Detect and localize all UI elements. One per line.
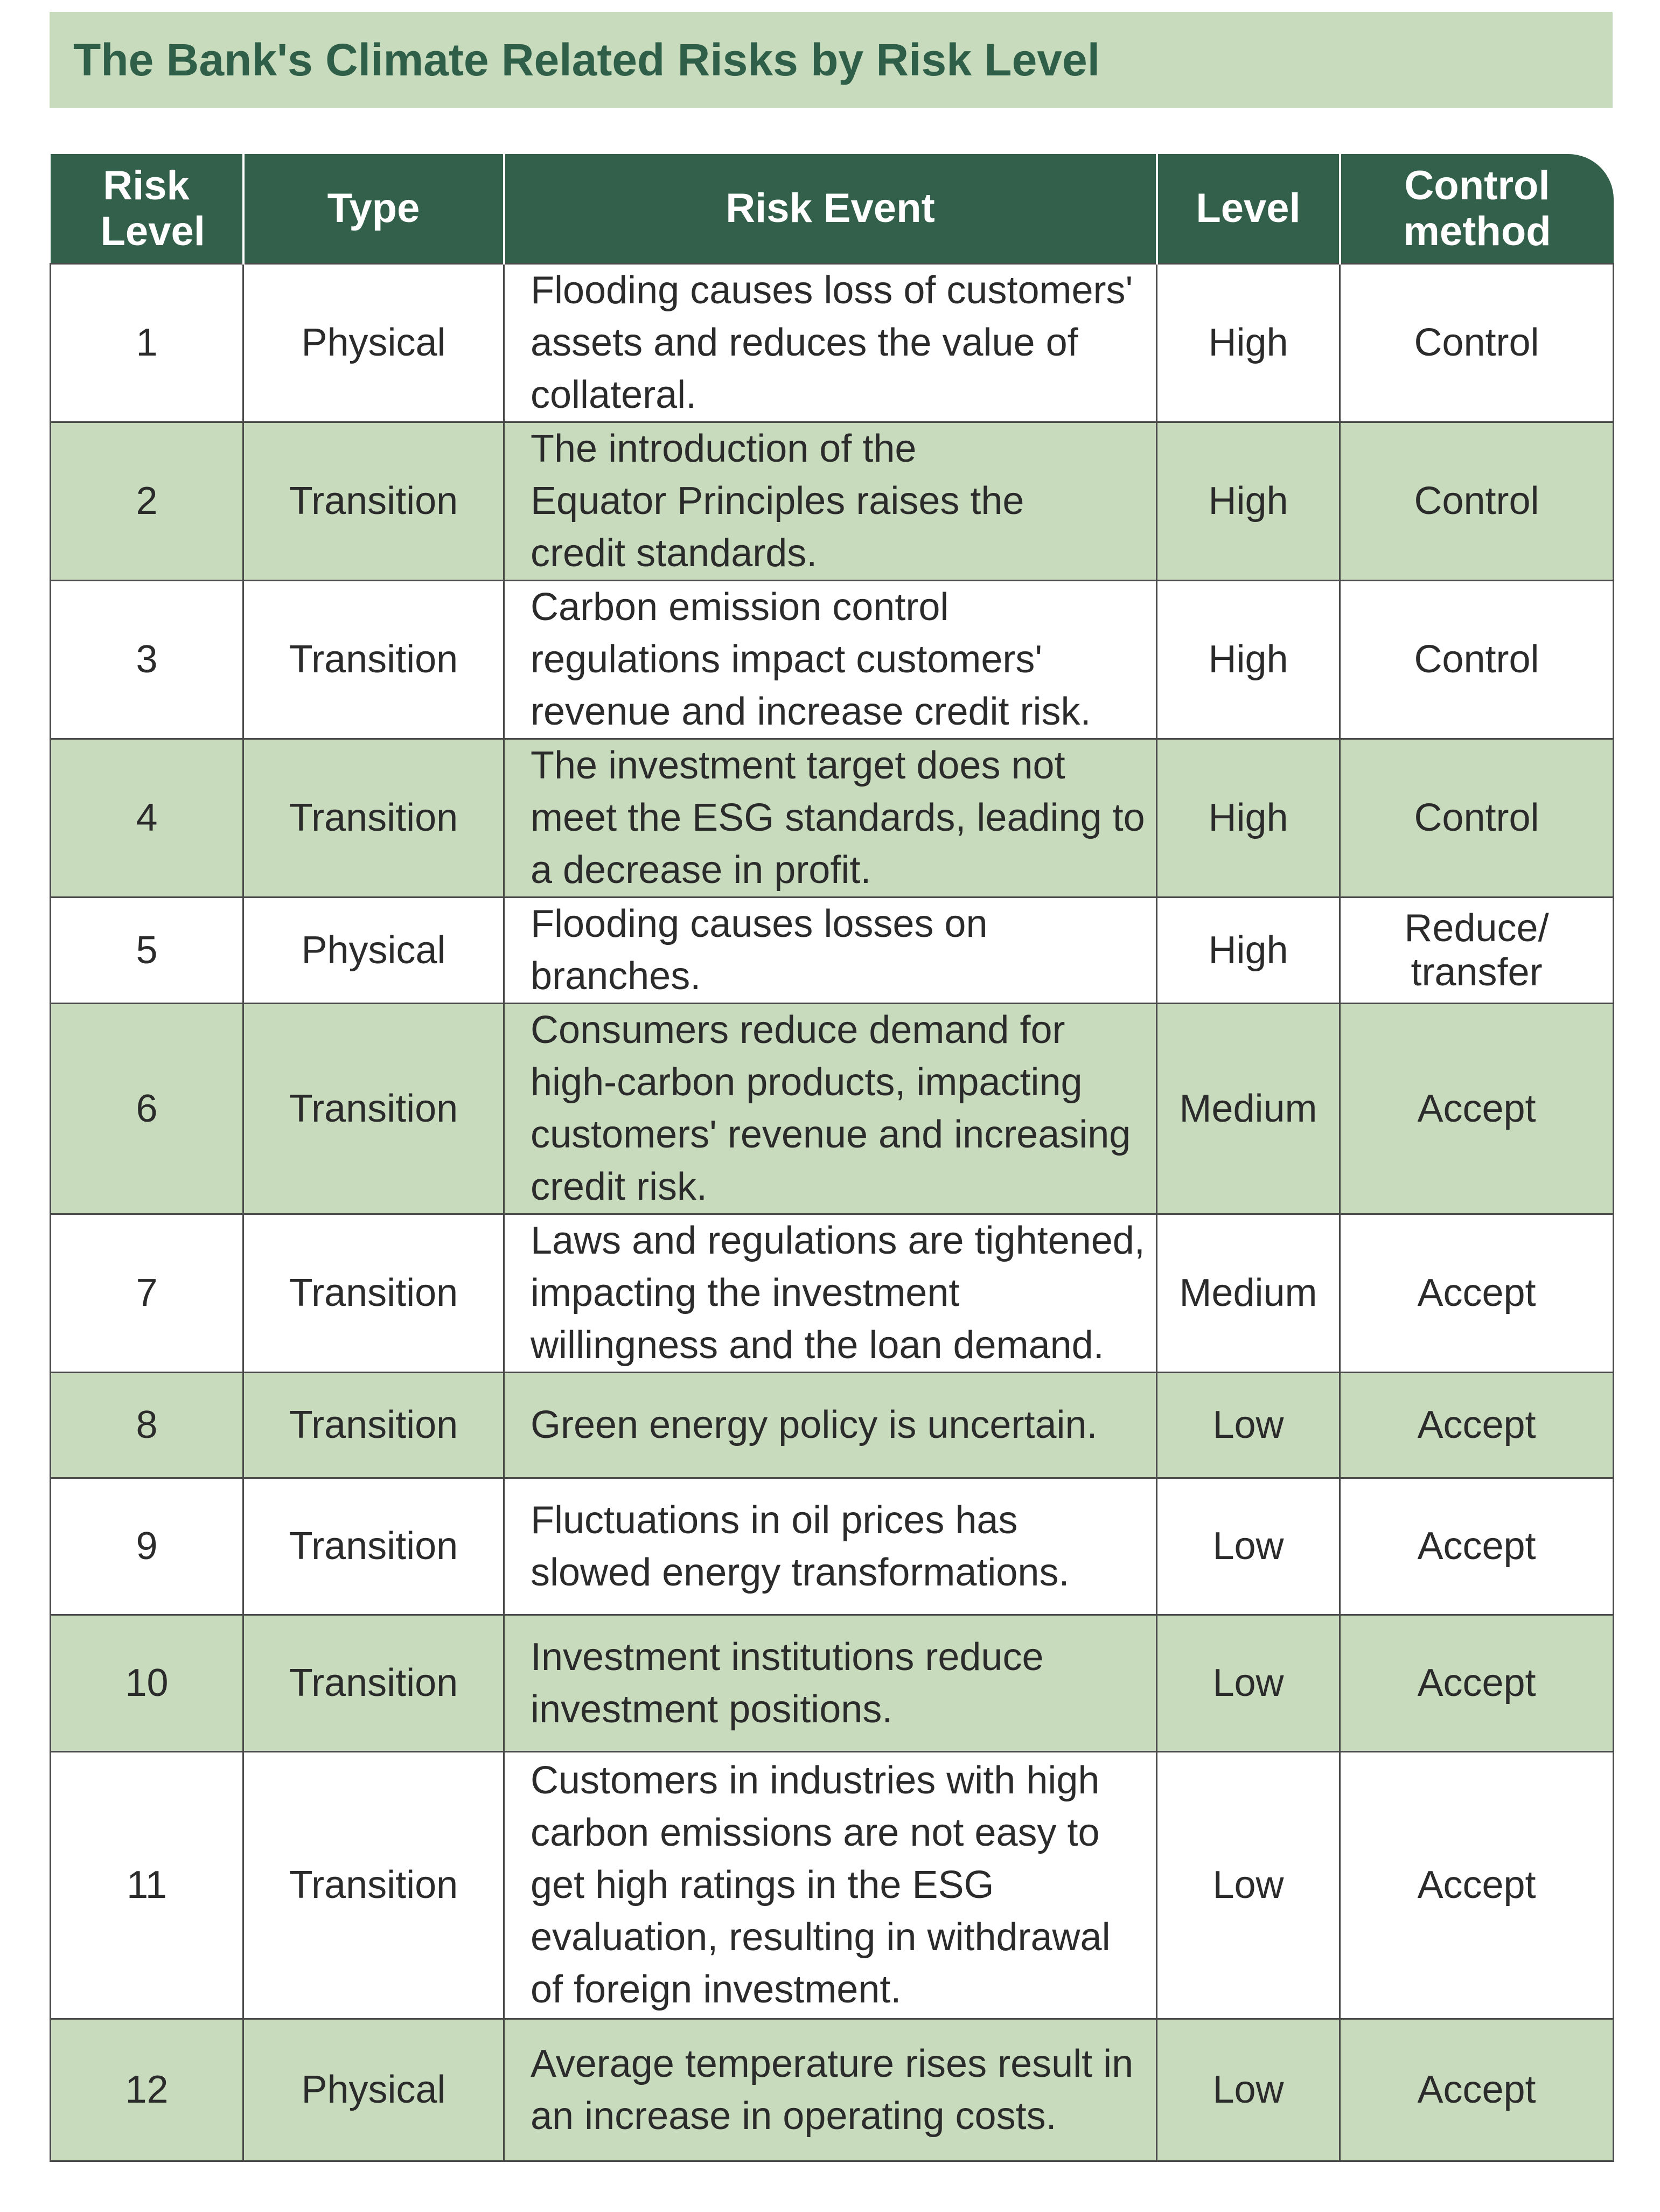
cell-risk-level: 5 bbox=[51, 898, 243, 1004]
cell-risk-event: Flooding causes loss of customers' assets and reduces the value of collateral. bbox=[504, 264, 1157, 422]
header-level: Level bbox=[1157, 154, 1340, 264]
cell-risk-event: Fluctuations in oil prices has slowed energy transformations. bbox=[504, 1478, 1157, 1615]
cell-control-method: Accept bbox=[1340, 1615, 1614, 1752]
cell-risk-level: 12 bbox=[51, 2019, 243, 2161]
cell-risk-level: 9 bbox=[51, 1478, 243, 1615]
cell-level: High bbox=[1157, 581, 1340, 739]
cell-risk-event: Average temperature rises result in an increase in operating costs. bbox=[504, 2019, 1157, 2161]
table-row bbox=[51, 898, 1614, 1004]
cell-risk-event: Investment institutions reduce investment positions. bbox=[504, 1615, 1157, 1752]
cell-type: Transition bbox=[243, 1004, 504, 1214]
cell-level: High bbox=[1157, 898, 1340, 1004]
cell-control-method: Control bbox=[1340, 264, 1614, 422]
cell-control-method: Accept bbox=[1340, 1373, 1614, 1478]
cell-control-method: Accept bbox=[1340, 1214, 1614, 1373]
cell-risk-level: 11 bbox=[51, 1752, 243, 2019]
cell-level: Low bbox=[1157, 1478, 1340, 1615]
cell-type: Transition bbox=[243, 1615, 504, 1752]
cell-type: Transition bbox=[243, 1373, 504, 1478]
header-risk-level: Risk Level bbox=[51, 154, 243, 264]
cell-risk-event: The investment target does not meet the ESG standards, leading to a decrease in profit. bbox=[504, 739, 1157, 898]
cell-risk-event: Flooding causes losses on branches. bbox=[504, 898, 1157, 1004]
header-control-method: Control method bbox=[1340, 154, 1614, 264]
cell-control-method: Accept bbox=[1340, 2019, 1614, 2161]
cell-level: Medium bbox=[1157, 1214, 1340, 1373]
cell-control-method: Accept bbox=[1340, 1004, 1614, 1214]
cell-type: Physical bbox=[243, 898, 504, 1004]
cell-type: Transition bbox=[243, 739, 504, 898]
cell-risk-level: 1 bbox=[51, 264, 243, 422]
cell-risk-level: 4 bbox=[51, 739, 243, 898]
table-row bbox=[51, 1373, 1614, 1478]
cell-type: Transition bbox=[243, 1752, 504, 2019]
cell-control-method: Control bbox=[1340, 581, 1614, 739]
cell-risk-event: The introduction of the Equator Principles raises the credit standards. bbox=[504, 422, 1157, 581]
table-row bbox=[51, 1615, 1614, 1752]
cell-type: Transition bbox=[243, 581, 504, 739]
cell-control-method: Reduce/ transfer bbox=[1340, 898, 1614, 1004]
cell-type: Physical bbox=[243, 2019, 504, 2161]
cell-type: Transition bbox=[243, 1478, 504, 1615]
cell-risk-level: 8 bbox=[51, 1373, 243, 1478]
cell-level: Low bbox=[1157, 2019, 1340, 2161]
cell-risk-level: 2 bbox=[51, 422, 243, 581]
cell-level: High bbox=[1157, 739, 1340, 898]
table-row bbox=[51, 2019, 1614, 2161]
table-row bbox=[51, 739, 1614, 898]
cell-level: High bbox=[1157, 422, 1340, 581]
cell-risk-level: 3 bbox=[51, 581, 243, 739]
cell-risk-level: 6 bbox=[51, 1004, 243, 1214]
title-bar bbox=[50, 12, 1613, 108]
cell-control-method: Control bbox=[1340, 422, 1614, 581]
cell-risk-event: Consumers reduce demand for high-carbon products, impacting customers' revenue and increasing credit risk. bbox=[504, 1004, 1157, 1214]
cell-risk-level: 10 bbox=[51, 1615, 243, 1752]
cell-level: High bbox=[1157, 264, 1340, 422]
table-row bbox=[51, 1214, 1614, 1373]
cell-risk-event: Carbon emission control regulations impact customers' revenue and increase credit risk. bbox=[504, 581, 1157, 739]
cell-level: Low bbox=[1157, 1373, 1340, 1478]
cell-level: Low bbox=[1157, 1615, 1340, 1752]
cell-type: Transition bbox=[243, 422, 504, 581]
cell-risk-event: Customers in industries with high carbon emissions are not easy to get high ratings in the ESG evaluation, resulting in withdrawal of foreign investment. bbox=[504, 1752, 1157, 2019]
cell-risk-event: Laws and regulations are tightened, impacting the investment willingness and the loan demand. bbox=[504, 1214, 1157, 1373]
cell-risk-level: 7 bbox=[51, 1214, 243, 1373]
cell-control-method: Control bbox=[1340, 739, 1614, 898]
table-row bbox=[51, 581, 1614, 739]
cell-control-method: Accept bbox=[1340, 1478, 1614, 1615]
table-row bbox=[51, 1752, 1614, 2019]
table-header-row bbox=[51, 154, 1614, 264]
page-title: The Bank's Climate Related Risks by Risk Level bbox=[73, 34, 1100, 85]
cell-type: Transition bbox=[243, 1214, 504, 1373]
cell-control-method: Accept bbox=[1340, 1752, 1614, 2019]
table-row bbox=[51, 1004, 1614, 1214]
cell-level: Medium bbox=[1157, 1004, 1340, 1214]
table-row bbox=[51, 264, 1614, 422]
cell-type: Physical bbox=[243, 264, 504, 422]
header-type: Type bbox=[243, 154, 504, 264]
cell-level: Low bbox=[1157, 1752, 1340, 2019]
table-row bbox=[51, 1478, 1614, 1615]
table-row bbox=[51, 422, 1614, 581]
cell-risk-event: Green energy policy is uncertain. bbox=[504, 1373, 1157, 1478]
climate-risk-table bbox=[50, 154, 1614, 2162]
header-risk-event: Risk Event bbox=[504, 154, 1157, 264]
